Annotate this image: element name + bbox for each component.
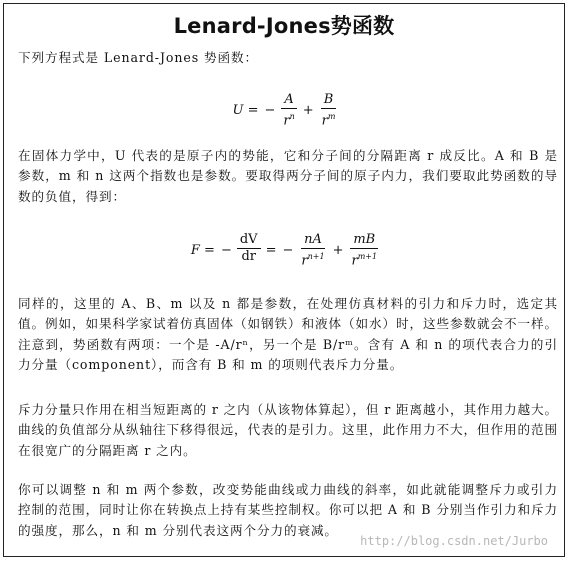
eq1-den-b-exp: m — [327, 112, 336, 121]
eq2-lhs: F = — [190, 243, 215, 259]
eq2-den-r1 — [298, 249, 327, 269]
eq2-minus2: − — [282, 243, 294, 259]
eq1-num-b: B — [321, 92, 337, 109]
eq1-lhs: U = — [232, 103, 259, 119]
eq2-den-r1-base: r — [301, 253, 308, 269]
eq2-den-r2-base: r — [351, 253, 358, 269]
eq2-den-r2 — [348, 249, 380, 269]
eq2-num-mb: mB — [350, 232, 378, 249]
eq2-equals: = — [265, 243, 277, 259]
eq2-num-dv: dV — [237, 232, 261, 249]
eq1-minus: − — [264, 103, 276, 119]
eq1-den-a — [280, 109, 297, 129]
eq1-frac-b — [319, 92, 339, 129]
eq2-den-dr: dr — [241, 249, 256, 264]
eq2-frac-mb — [348, 232, 380, 269]
paragraph-potential: 在固体力学中，U 代表的是原子内的势能，它和分子间的分隔距离 r 成反比。A 和 B 是参数，m 和 n 这两个指数也是参数。要取得两分子间的原子内力，我们要取此势函数的导数的负值，得到： — [18, 148, 558, 204]
eq1-den-a-base: r — [283, 113, 290, 129]
eq2-frac-dvdr — [237, 232, 261, 269]
eq2-num-na: nA — [301, 232, 325, 249]
eq1-den-b — [319, 109, 339, 129]
eq1-frac-a — [280, 92, 297, 129]
paragraph-repulsion: 斥力分量只作用在相当短距离的 r 之内（从该物体算起），但 r 距离越小，其作用力越大。曲线的负值部分从纵轴往下移得很远，代表的是引力。这里，此作用力不大，但作用的范围在很宽广的分隔距离 r 之内。 — [18, 402, 558, 458]
eq1-den-b-base: r — [321, 113, 328, 129]
intro-text: 下列方程式是 Lenard-Jones 势函数： — [18, 50, 258, 65]
equation-force — [4, 232, 566, 269]
paragraph-parameters: 同样的，这里的 A、B、m 以及 n 都是参数，在处理仿真材料的引力和斥力时，选定其值。例如，如果科学家试着仿真固体（如钢铁）和液体（如水）时，这些参数就会不一样。注意到，势函数有两项：一个是 -A/rⁿ，另一个是 B/rᵐ。含有 A 和 n 的项代表合力的引力分量（component），而含有 B 和 m 的项则代表斥力分量。 — [18, 296, 558, 373]
paragraph-adjustment: 你可以调整 n 和 m 两个参数，改变势能曲线或力曲线的斜率，如此就能调整斥力或引力控制的范围，同时让你在转换点上持有某些控制权。你可以把 A 和 B 分别当作引力和斥力的强度，那么，n 和 m 分别代表这两个分力的衰减。 — [18, 482, 558, 538]
eq1-plus: + — [302, 103, 314, 119]
eq1-den-a-exp: n — [289, 112, 295, 121]
eq2-den-r2-exp: m+1 — [357, 252, 378, 261]
eq2-frac-na — [298, 232, 327, 269]
eq2-minus1: − — [220, 243, 232, 259]
eq1-num-a: A — [281, 92, 296, 109]
eq2-den-r1-exp: n+1 — [307, 252, 325, 261]
eq2-plus: + — [332, 243, 344, 259]
page-title: Lenard-Jones势函数 — [173, 14, 395, 38]
watermark-url: http://blog.csdn.net/Jurbo — [360, 534, 548, 548]
equation-potential — [4, 92, 566, 129]
document-page — [3, 3, 565, 557]
